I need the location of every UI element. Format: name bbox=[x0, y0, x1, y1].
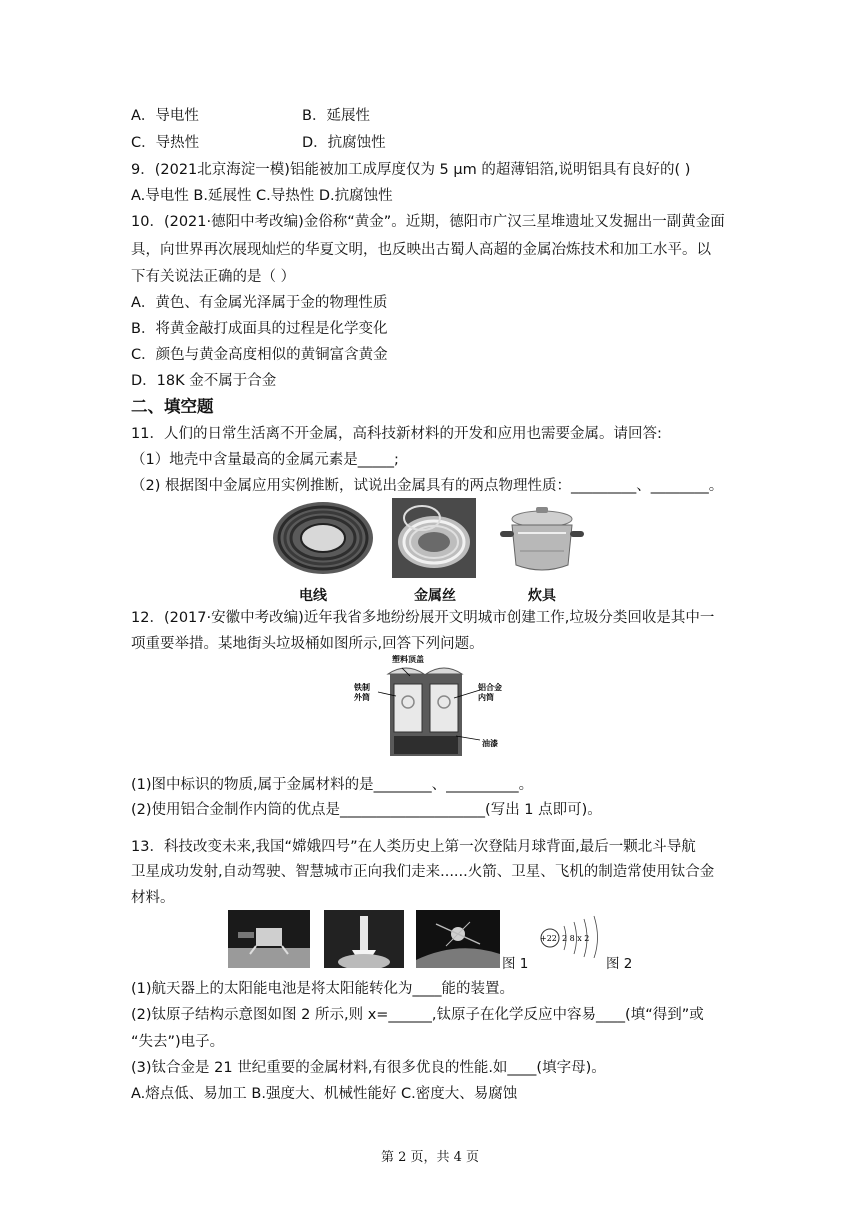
page-footer: 第 2 页，共 4 页 bbox=[380, 1150, 480, 1165]
option-b: B．延展性 bbox=[302, 108, 370, 124]
rocket-launch-photo bbox=[324, 910, 404, 968]
question-10-option: A．黄色、有金属光泽属于金的物理性质 bbox=[131, 295, 388, 311]
caption-metal-wire: 金属丝 bbox=[414, 588, 456, 604]
question-13-part-2-cont: “失去”)电子。 bbox=[131, 1034, 225, 1050]
bin-label-right-2: 内筒 bbox=[478, 693, 494, 702]
question-13-part-1: (1)航天器上的太阳能电池是将太阳能转化为____能的装置。 bbox=[131, 981, 515, 997]
question-12-line: 12．(2017·安徽中考改编)近年我省多地纷纷展开文明城市创建工作,垃圾分类回收是其中一 bbox=[131, 610, 715, 626]
lunar-lander-photo bbox=[228, 910, 310, 968]
figure-1-label: 图 1 bbox=[502, 956, 529, 972]
question-10-option: D．18K 金不属于合金 bbox=[131, 373, 277, 389]
titanium-atom-diagram bbox=[538, 912, 608, 958]
question-11-part-1: （1）地壳中含量最高的金属元素是_____; bbox=[131, 452, 399, 468]
question-13-line: 材料。 bbox=[131, 890, 175, 906]
question-12-part-2: (2)使用铝合金制作内筒的优点是____________________(写出 1 点即可)。 bbox=[131, 802, 602, 818]
satellite-photo bbox=[416, 910, 500, 968]
question-13-part-3: (3)钛合金是 21 世纪重要的金属材料,有很多优良的性能.如____(填字母)。 bbox=[131, 1060, 606, 1076]
question-11-part-2: （2) 根据图中金属应用实例推断，试说出金属具有的两点物理性质：_________、________。 bbox=[131, 478, 724, 494]
wire-coil-image bbox=[270, 498, 376, 578]
option-c: C．导热性 bbox=[131, 135, 200, 151]
question-13-line: 卫星成功发射,自动驾驶、智慧城市正向我们走来......火箭、卫星、飞机的制造常使用钛合金 bbox=[131, 864, 715, 880]
option-d: D．抗腐蚀性 bbox=[302, 135, 386, 151]
question-13-part-2: (2)钛原子结构示意图如图 2 所示,则 x=______,钛原子在化学反应中容易____(填“得到”或 bbox=[131, 1007, 704, 1023]
cookware-pot-image bbox=[496, 503, 588, 577]
bin-label-left-1: 铁制 bbox=[354, 683, 370, 692]
caption-wire: 电线 bbox=[299, 588, 327, 604]
question-12-line: 项重要举措。某地街头垃圾桶如图所示,回答下列问题。 bbox=[131, 636, 484, 652]
option-line bbox=[131, 106, 370, 126]
question-9-options: A.导电性 B.延展性 C.导热性 D.抗腐蚀性 bbox=[131, 188, 393, 204]
question-10-line: 下有关说法正确的是（ ） bbox=[131, 269, 296, 285]
bin-label-top: 塑料顶盖 bbox=[392, 655, 424, 664]
caption-cookware: 炊具 bbox=[528, 588, 556, 604]
question-13-part-3-options: A.熔点低、易加工 B.强度大、机械性能好 C.密度大、易腐蚀 bbox=[131, 1086, 518, 1102]
question-13-line: 13．科技改变未来,我国“嫦娥四号”在人类历史上第一次登陆月球背面,最后一颗北斗导航 bbox=[131, 839, 696, 855]
bin-label-paint: 油漆 bbox=[482, 739, 498, 748]
atom-label: +22 2 8 x 2 bbox=[540, 934, 590, 943]
bin-label-left-2: 外筒 bbox=[354, 693, 370, 702]
question-12-part-1: (1)图中标识的物质,属于金属材料的是________、__________。 bbox=[131, 777, 534, 793]
question-10-line: 10．(2021·德阳中考改编)金俗称“黄金”。近期，德阳市广汉三星堆遗址又发掘出一副黄金面 bbox=[131, 214, 725, 230]
section-heading: 二、填空题 bbox=[131, 397, 214, 416]
question-10-option: C．颜色与黄金高度相似的黄铜富含黄金 bbox=[131, 347, 388, 363]
option-a: A．导电性 bbox=[131, 108, 199, 124]
question-9: 9．(2021北京海淀一模)铝能被加工成厚度仅为 5 μm 的超薄铝箔,说明铝具有良好的( ) bbox=[131, 162, 691, 178]
question-10-line: 具，向世界再次展现灿烂的华夏文明，也反映出古蜀人高超的金属冶炼技术和加工水平。以 bbox=[131, 242, 711, 258]
figure-2-label: 图 2 bbox=[606, 956, 633, 972]
trash-bin-figure bbox=[350, 654, 510, 760]
question-10-option: B．将黄金敲打成面具的过程是化学变化 bbox=[131, 321, 388, 337]
option-line bbox=[131, 133, 386, 153]
question-11: 11．人们的日常生活离不开金属，高科技新材料的开发和应用也需要金属。请回答: bbox=[131, 426, 662, 442]
metal-wire-image bbox=[392, 498, 476, 578]
bin-label-right-1: 铝合金 bbox=[478, 683, 502, 692]
